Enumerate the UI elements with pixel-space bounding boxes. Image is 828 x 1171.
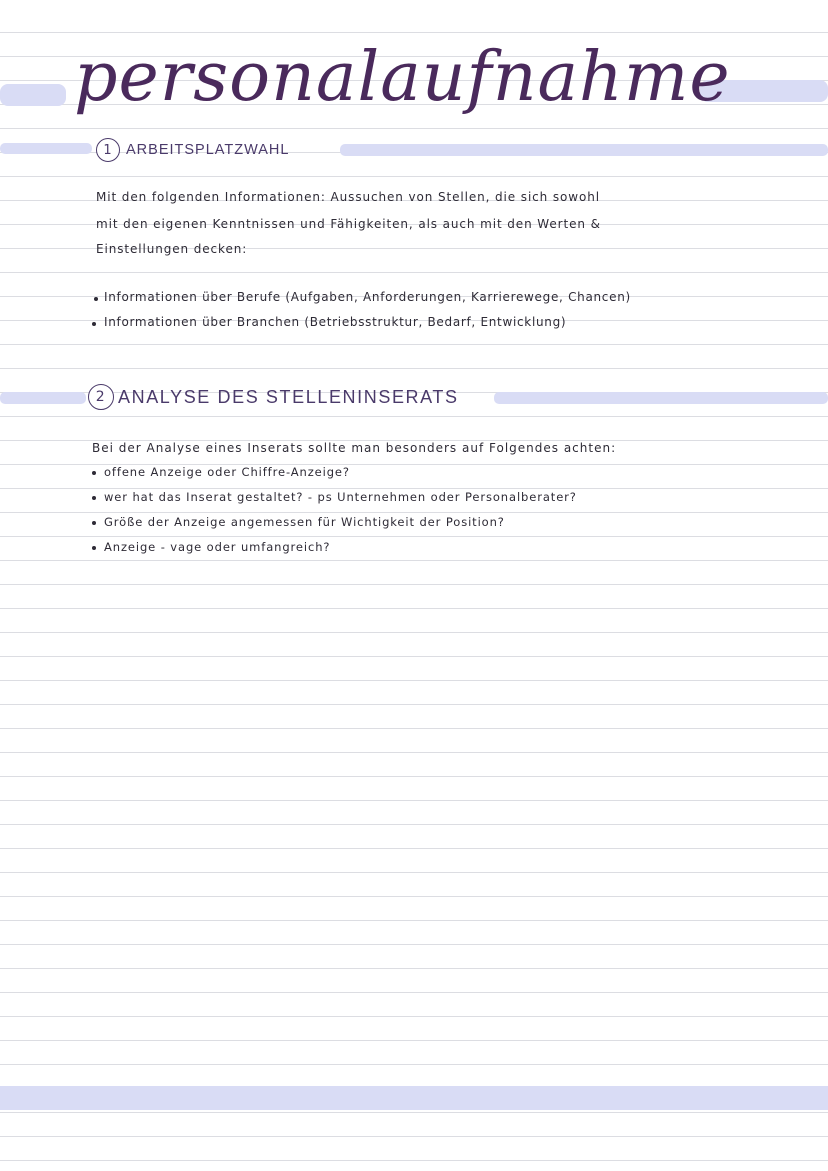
bullet-dot xyxy=(92,546,96,550)
section-1-bullet-1: Informationen über Berufe (Aufgaben, Anforderungen, Karrierewege, Chancen) xyxy=(104,290,631,304)
section-1-bullet-2: Informationen über Branchen (Betriebsstruktur, Bedarf, Entwicklung) xyxy=(104,315,567,329)
page-title: personalaufnahme xyxy=(74,38,731,117)
bullet-dot xyxy=(92,322,96,326)
section-2-bullet-3: Größe der Anzeige angemessen für Wichtigkeit der Position? xyxy=(104,515,505,529)
section-2-heading xyxy=(88,384,459,410)
section-1-highlight-left xyxy=(0,143,92,154)
section-1-heading xyxy=(96,138,289,162)
section-1-intro-line-1: Mit den folgenden Informationen: Aussuchen von Stellen, die sich sowohl xyxy=(96,190,600,204)
bullet-dot xyxy=(94,297,98,301)
section-1-intro-line-2: mit den eigenen Kenntnissen und Fähigkeiten, als auch mit den Werten & xyxy=(96,217,601,231)
section-1-highlight-right xyxy=(340,144,828,156)
section-2-highlight-left xyxy=(0,392,86,404)
bullet-dot xyxy=(92,496,96,500)
section-2-intro-line-1: Bei der Analyse eines Inserats sollte man besonders auf Folgendes achten: xyxy=(92,441,617,455)
section-2-number: 2 xyxy=(88,384,114,410)
section-1-number: 1 xyxy=(96,138,120,162)
section-2-bullet-2: wer hat das Inserat gestaltet? - ps Unternehmen oder Personalberater? xyxy=(104,490,577,504)
bullet-dot xyxy=(92,471,96,475)
section-2-heading-text: ANALYSE DES STELLENINSERATS xyxy=(118,386,459,407)
bullet-dot xyxy=(92,521,96,525)
section-2-highlight-right xyxy=(494,392,828,404)
footer-highlight xyxy=(0,1086,828,1110)
section-2-bullet-1: offene Anzeige oder Chiffre-Anzeige? xyxy=(104,465,350,479)
section-1-heading-text: ARBEITSPLATZWAHL xyxy=(126,142,290,158)
section-2-bullet-4: Anzeige - vage oder umfangreich? xyxy=(104,540,331,554)
title-highlight-left xyxy=(0,84,66,106)
section-1-intro-line-3: Einstellungen decken: xyxy=(96,242,248,256)
